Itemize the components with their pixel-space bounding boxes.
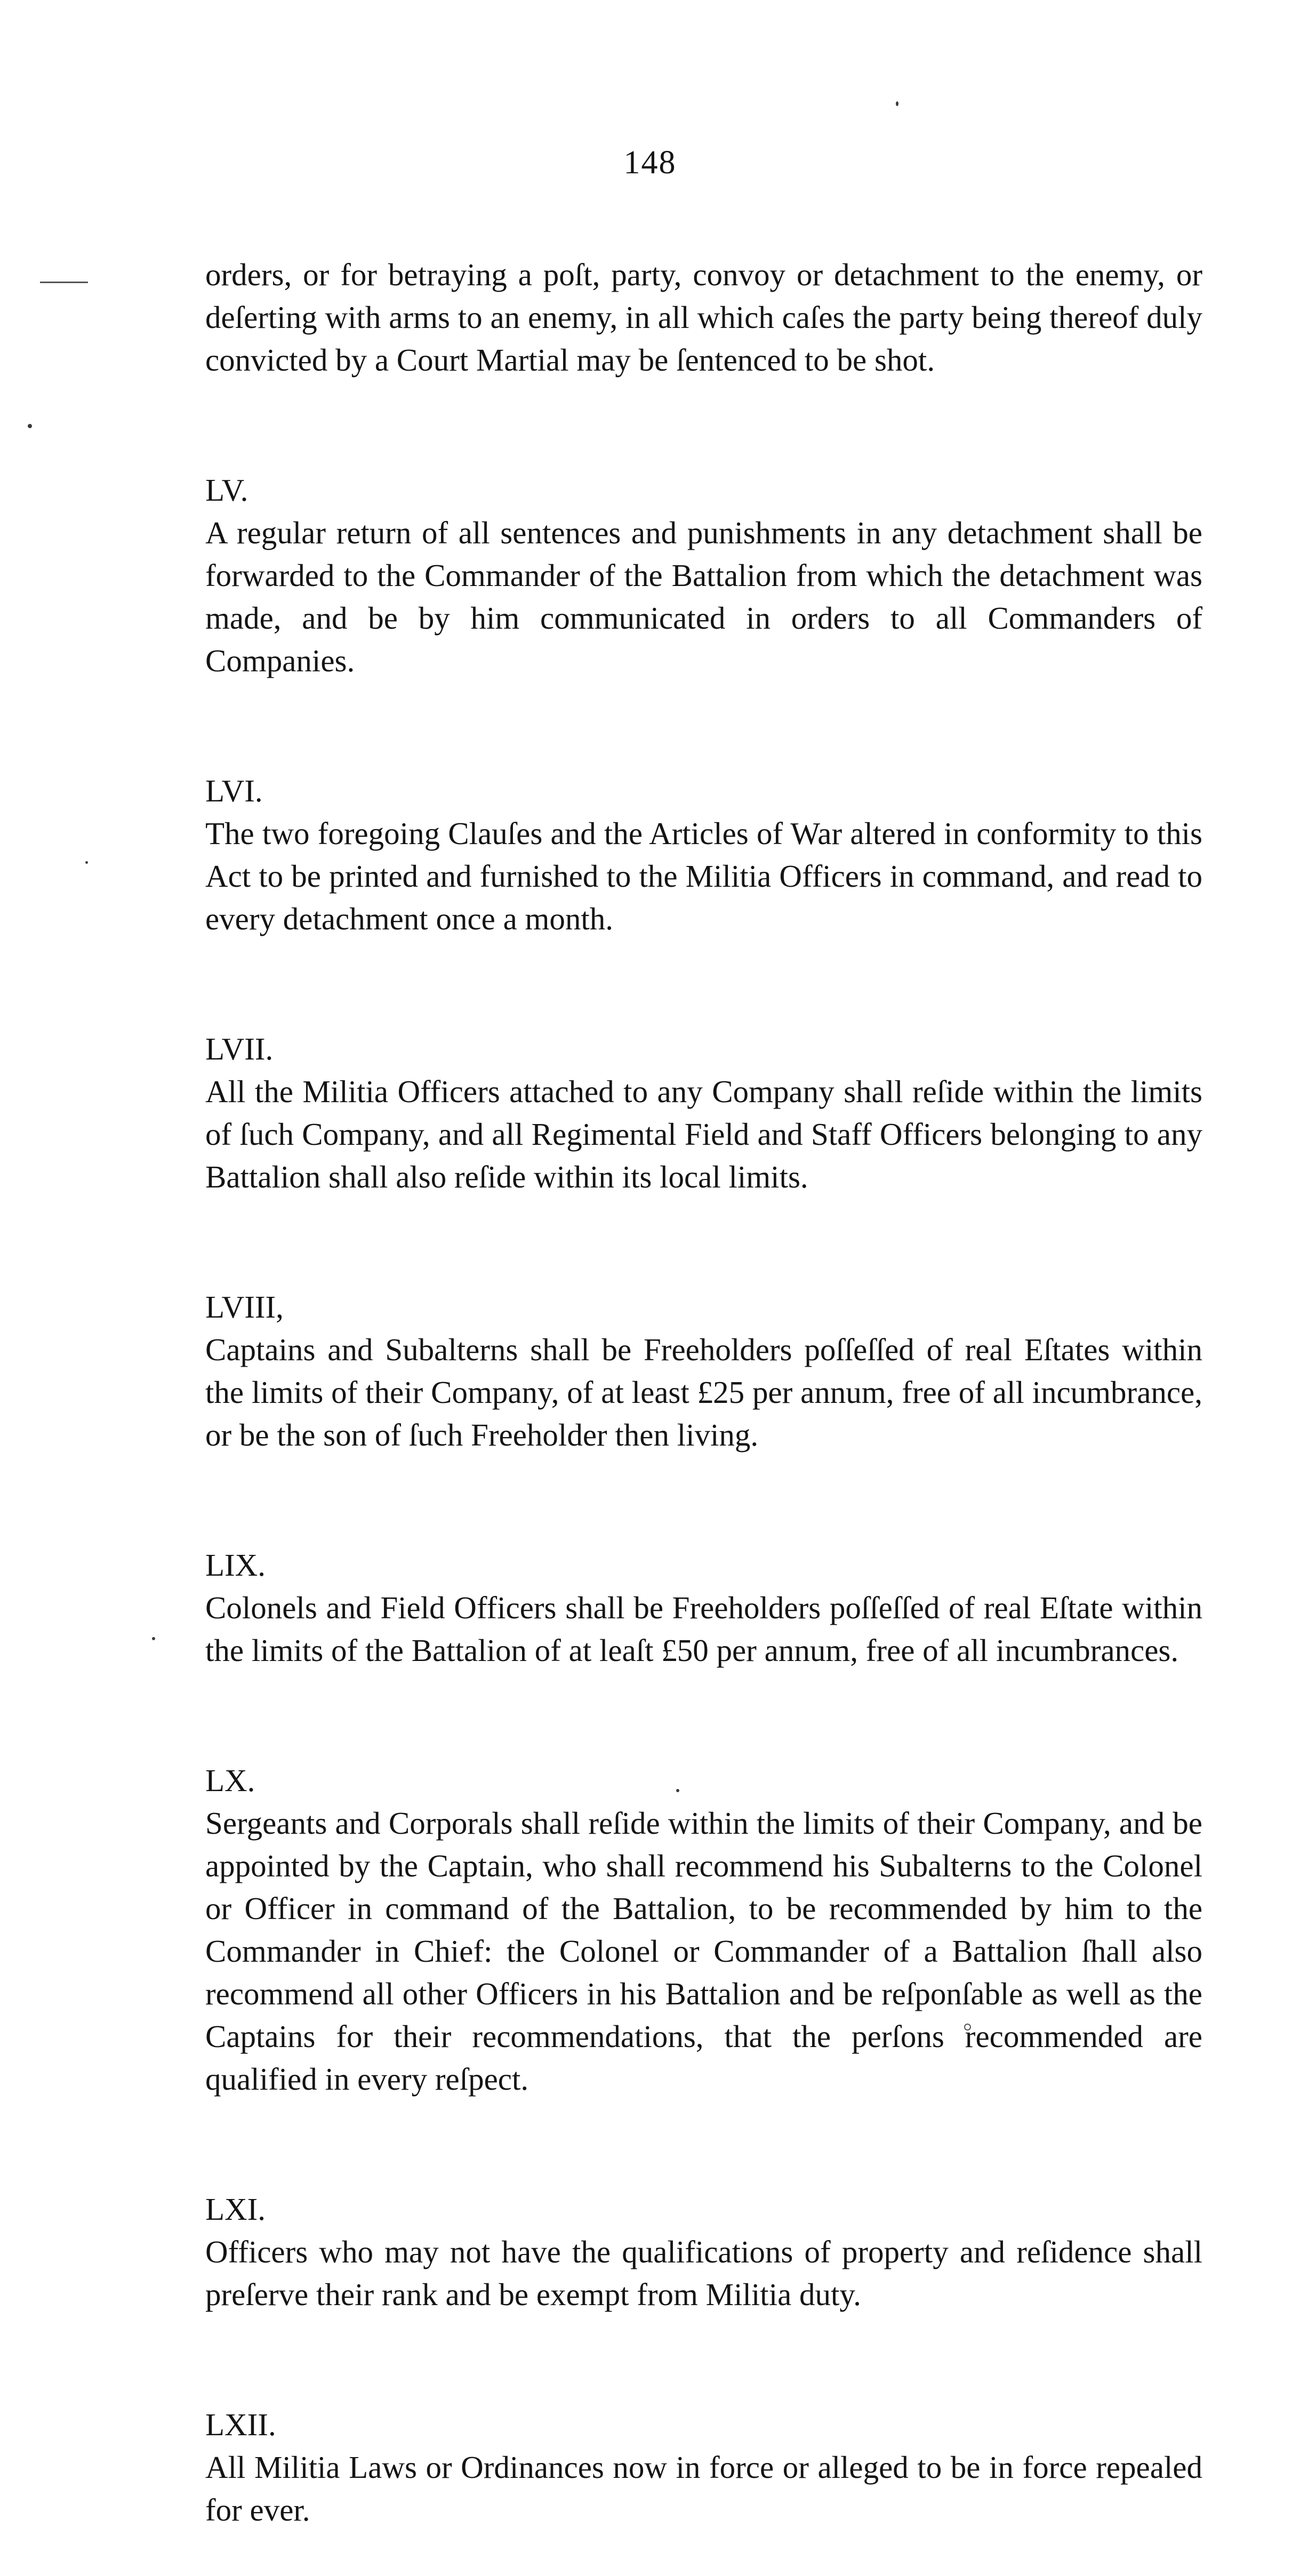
page-number: 148 — [623, 145, 677, 181]
clause-lxi — [205, 2145, 1202, 2316]
clause-lx — [205, 1716, 1202, 2100]
clause-text: Sergeants and Corporals shall reſide within the limits of their Company, and be appointed by the Captain, who shall recommend his Subalterns to the Colonel or Officer in command of the Battalion, to be recommended by him to the Commander in Chief: the Colonel or Commander of a Battalion ſhall also recommend all other Officers in his Battalion and be reſponſable as well as the Captains for their recommendations, that the perſons recommended are qualified in every reſpect. — [205, 1805, 1202, 2097]
clause-number: LVIII, — [205, 1289, 284, 1325]
scan-speck — [896, 101, 898, 106]
clause-text: The two foregoing Clauſes and the Articles of War altered in conformity to this Act to be printed and furnished to the Militia Officers in command, and read to every detachment once a month. — [205, 816, 1202, 936]
document-body — [205, 211, 1202, 2576]
clause-number: LVII. — [205, 1031, 274, 1066]
clause-number: LX. — [205, 1763, 255, 1798]
scan-speck — [964, 2024, 971, 2031]
clause-lvii — [205, 985, 1202, 1198]
clause-text: All Militia Laws or Ordinances now in force or alleged to be in force repealed for ever. — [205, 2450, 1202, 2527]
clause-number: LV. — [205, 472, 248, 508]
clause-lviii — [205, 1243, 1202, 1456]
clause-text: Colonels and Field Officers shall be Freeholders poſſeſſed of real Eſtate within the limits of the Battalion of at leaſt £50 per annum, free of all incumbrances. — [205, 1590, 1202, 1668]
clause-number: LXI. — [205, 2192, 266, 2227]
clause-lix — [205, 1501, 1202, 1672]
clause-text: Officers who may not have the qualifications of property and reſidence shall preſerve their rank and be exempt from Militia duty. — [205, 2234, 1202, 2312]
scan-dash — [40, 282, 88, 283]
scan-speck — [676, 1789, 679, 1792]
scan-speck — [152, 1637, 155, 1640]
clause-number: LXII. — [205, 2407, 276, 2442]
clause-text: A regular return of all sentences and punishments in any detachment shall be forwarded to the Commander of the Battalion from which the detachment was made, and be by him communicated in orders to all Commanders of Companies. — [205, 515, 1202, 678]
scan-speck — [85, 861, 88, 864]
scan-speck — [28, 424, 32, 428]
clause-lxii — [205, 2361, 1202, 2531]
clause-number: LIX. — [205, 1547, 266, 1583]
clause-number: LVI. — [205, 773, 263, 808]
clause-lv — [205, 426, 1202, 682]
paragraph-text: orders, or for betraying a poſt, party, convoy or detachment to the enemy, or deſerting with arms to an enemy, in all which caſes the party being thereof duly convicted by a Court Martial may be ſentenced to be shot. — [205, 257, 1202, 378]
clause-text: Captains and Subalterns shall be Freeholders poſſeſſed of real Eſtates within the limits of their Company, of at least £25 per annum, free of all incumbrance, or be the son of ſuch Freeholder then living. — [205, 1332, 1202, 1452]
clause-text: All the Militia Officers attached to any Company shall reſide within the limits of ſuch Company, and all Regimental Field and Staff Officers belonging to any Battalion shall also reſide within its local limits. — [205, 1074, 1202, 1194]
paragraph-continuation — [205, 211, 1202, 381]
clause-lvi — [205, 727, 1202, 940]
